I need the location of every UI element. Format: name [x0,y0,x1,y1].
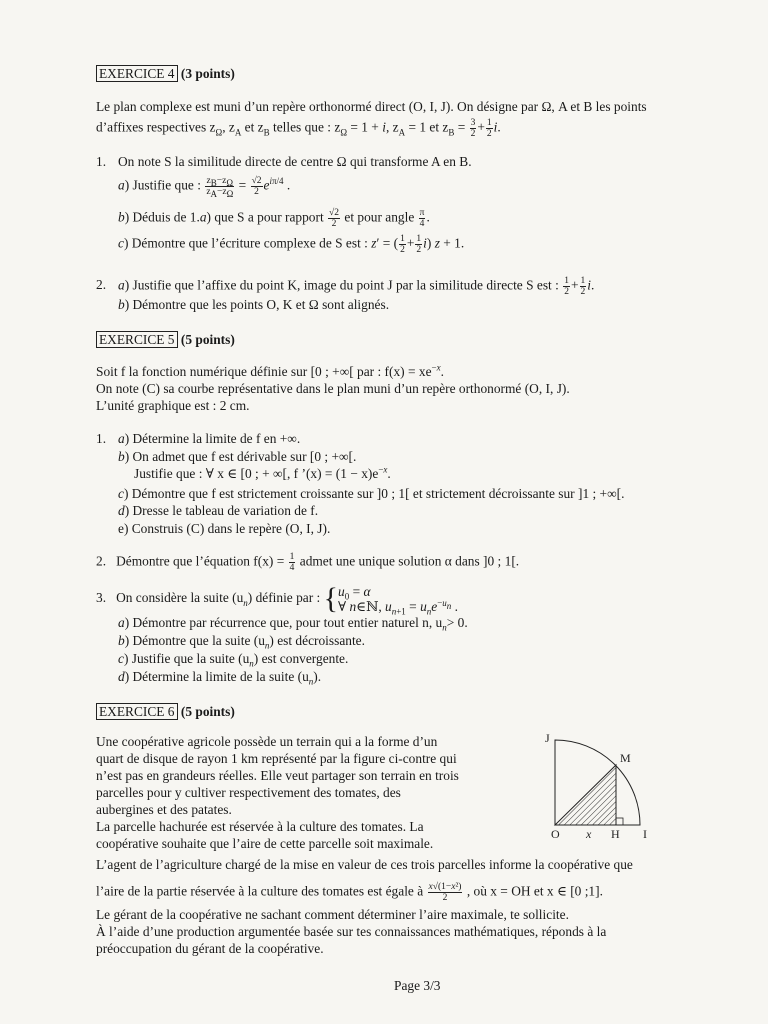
ex4-q1c: c) Démontre que l’écriture complexe de S est : z′ = ( $\frac{1}{2}$ + $\frac{1}{2}$ i) z + 1. [118,234,465,255]
ex6-para-line8: L’agent de l’agriculture chargé de la mise en valeur de ces trois parcelles informe la coopérative que [96,857,633,872]
ex5-q1b2: Justifie que : ∀ x ∈ [0 ; + ∞[, f ’(x) = $(1 - x)e^{-x}$. [134,464,391,481]
ex5-title: EXERCICE 5 [96,331,178,348]
ex6-title: EXERCICE 6 [96,703,178,720]
ex5-q1e: e) Construis (C) dans le repère (O, I, J). [118,521,331,536]
label-J: J [545,731,550,745]
ex5-points: (5 points) [180,332,235,347]
ex4-q1-number: 1. [96,154,107,169]
ex4-heading [96,65,235,82]
ex6-para-line12: préoccupation du gérant de la coopérative. [96,941,324,956]
ex4-q1b: b) Déduis de 1.a) que S a pour rapport $\frac{√2}{2}$ et pour angle $\frac{\pi}{4}$ . [118,208,430,229]
ex4-q1-text: On note S la similitude directe de centre Ω qui transforme A en B. [118,154,472,169]
ex6-para-line9: l’aire de la partie réservée à la culture des tomates est égale à $\frac{\text{x√(1−x²)}}{2}$ , où x = OH et x ∈ [0 ;1]. [96,882,603,903]
ex4-q2a: a) Justifie que l’affixe du point K, image du point J par la similitude directe S est : $\frac{1}{2}$ + $\frac{1}{2}$ i. [118,276,595,297]
ex5-q1c: c) Démontre que f est strictement croissante sur ]0 ; 1[ et strictement décroissante sur ]1 ; +∞[. [118,486,625,501]
ex5-q3b: b) Démontre que la suite $(u_n)$ est décroissante. [118,633,365,651]
ex5-q1d: d) Dresse le tableau de variation de f. [118,503,319,518]
ex5-line2: On note (C) sa courbe représentative dans le plan muni d’un repère orthonormé (O, I, J). [96,381,570,396]
label-H: H [611,827,620,840]
ex6-para-line1: Une coopérative agricole possède un terrain qui a la forme d’un [96,734,438,749]
ex5-q3a: a) Démontre par récurrence que, pour tout entier naturel n, $u_n> 0$. [118,615,468,633]
ex6-para-line11: À l’aide d’une production argumentée basée sur tes connaissances mathématiques, réponds à la [96,924,607,939]
ex6-heading [96,703,235,720]
ex6-para-line10: Le gérant de la coopérative ne sachant comment déterminer l’aire maximale, te sollicite. [96,907,569,922]
hatched-triangle [555,765,616,825]
ex5-line1: Soit f la fonction numérique définie sur [0 ; +∞[ par : $f(x) = xe^{-x}$. [96,362,444,379]
ex5-q3c: c) Justifie que la suite $(u_n)$ est convergente. [118,651,349,669]
ex6-para-line4: parcelles pour y cultiver respectivement des tomates, des [96,785,401,800]
ex5-q1b: b) On admet que f est dérivable sur [0 ; +∞[. [118,449,357,464]
ex6-para-line3: n’est pas en grandeurs réelles. Elle veut partager son terrain en trois [96,768,459,783]
ex5-line3: L’unité graphique est : 2 cm. [96,398,250,413]
ex5-heading [96,331,235,348]
ex6-para-line5: aubergines et des patates. [96,802,232,817]
ex5-q1a: a) Détermine la limite de f en +∞. [118,431,301,446]
ex4-q2-number: 2. [96,277,107,292]
ex5-q3: 3. On considère la suite $(u_n)$ définie par : {$u_0 = \alpha$ ∀ n∈ℕ, $u_{n+1} = u_ne^{-u_n}$ . [96,582,458,617]
ex6-para-line2: quart de disque de rayon 1 km représenté par la figure ci-contre qui [96,751,457,766]
quarter-disc-figure [540,730,670,840]
ex4-q2b: b) Démontre que les points O, K et Ω sont alignés. [118,297,390,312]
ex5-q2: 2. Démontre que l’équation f(x) = $\frac{1}{4}$ admet une unique solution α dans ]0 ; 1[. [96,552,520,573]
ex4-title: EXERCICE 4 [96,65,178,82]
label-M: M [620,751,631,765]
ex4-intro-line2: d’affixes respectives $z_\Omega$, $z_A$ et $z_B$ telles que : $z_\Omega = 1 + i$, $z_A = 1$ et $z_B$ = $\frac{3}{2}$ + $\frac{1}{2}$ i. [96,118,501,139]
ex5-q1-number: 1. [96,431,107,446]
ex4-intro-line1: Le plan complexe est muni d’un repère orthonormé direct (O, I, J). On désigne par Ω, A et B les points [96,99,647,114]
ex5-q3d: d) Détermine la limite de la suite $(u_n)$. [118,669,322,687]
page-number: Page 3/3 [394,978,441,993]
ex6-points: (5 points) [180,704,235,719]
label-x: x [586,827,592,840]
ex6-para-line7: coopérative souhaite que l’aire de cette parcelle soit maximale. [96,836,434,851]
ex4-q1a: a) Justifie que : $\frac{z_B-z_\Omega}{z_A-z_\Omega}$ = $\frac{√2}{2}$ $e^{i\pi/4}$ . [118,176,291,199]
label-O: O [551,827,560,840]
ex4-points: (3 points) [180,66,235,81]
ex6-para-line6: La parcelle hachurée est réservée à la culture des tomates. La [96,819,424,834]
label-I: I [643,827,647,840]
